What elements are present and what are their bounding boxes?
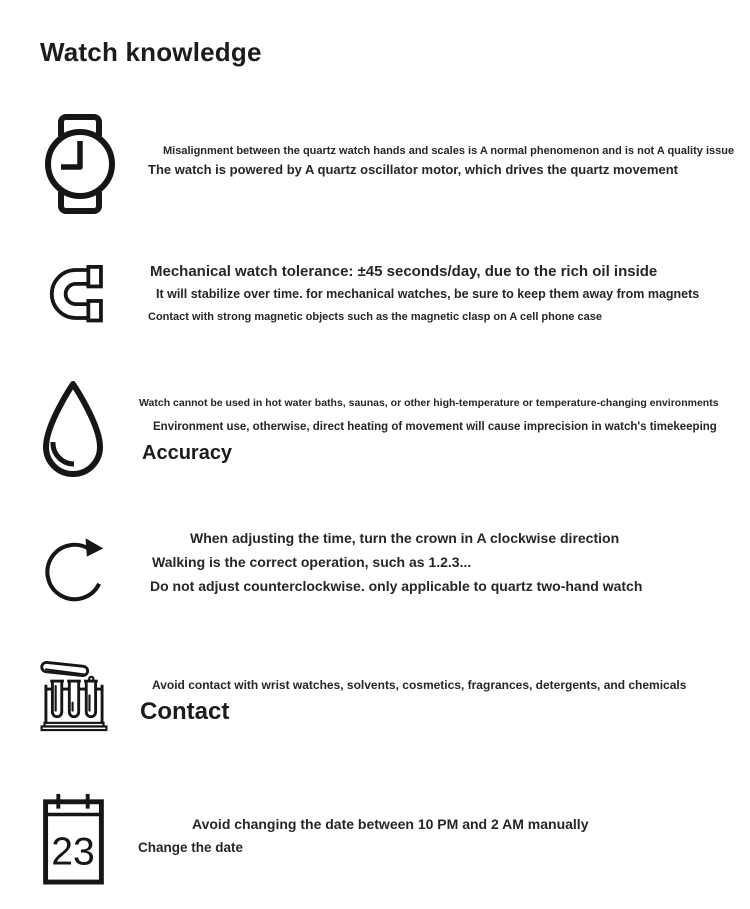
water-drop-icon [40,379,106,481]
clockwise-rotation-icon [42,526,110,613]
page-title: Watch knowledge [40,37,262,67]
magnet-line-2: It will stabilize over time. for mechanical watches, be sure to keep them away from magnets [156,287,700,301]
temperature-line-1: Watch cannot be used in hot water baths, saunas, or other high-temperature or temperature-changing environments [139,397,719,409]
crown-line-2: Walking is the correct operation, such as 1.2.3... [152,554,472,570]
accuracy-heading: Accuracy [142,442,233,464]
crown-line-1: When adjusting the time, turn the crown in A clockwise direction [190,530,620,546]
quartz-note-main: The watch is powered by A quartz oscillator motor, which drives the quartz movement [148,162,678,177]
date-line-2: Change the date [138,840,244,855]
chemicals-line-1: Avoid contact with wrist watches, solvents, cosmetics, fragrances, detergents, and chemicals [152,678,687,692]
quartz-note-small: Misalignment between the quartz watch hands and scales is A normal phenomenon and is not A quality issue [163,145,735,157]
magnet-line-3: Contact with strong magnetic objects such as the magnetic clasp on A cell phone case [148,311,602,323]
calendar-icon [42,792,105,885]
temperature-line-2: Environment use, otherwise, direct heating of movement will cause imprecision in watch's timekeeping [153,421,717,433]
test-tubes-icon [38,647,110,744]
crown-line-3: Do not adjust counterclockwise. only applicable to quartz two-hand watch [150,578,643,594]
contact-heading: Contact [140,698,230,725]
magnet-icon [48,265,106,323]
wristwatch-icon [42,114,118,214]
date-line-1: Avoid changing the date between 10 PM and 2 AM manually [192,816,589,832]
magnet-line-1: Mechanical watch tolerance: ±45 seconds/day, due to the rich oil inside [150,263,658,280]
calendar-day-number: 23 [51,830,95,874]
